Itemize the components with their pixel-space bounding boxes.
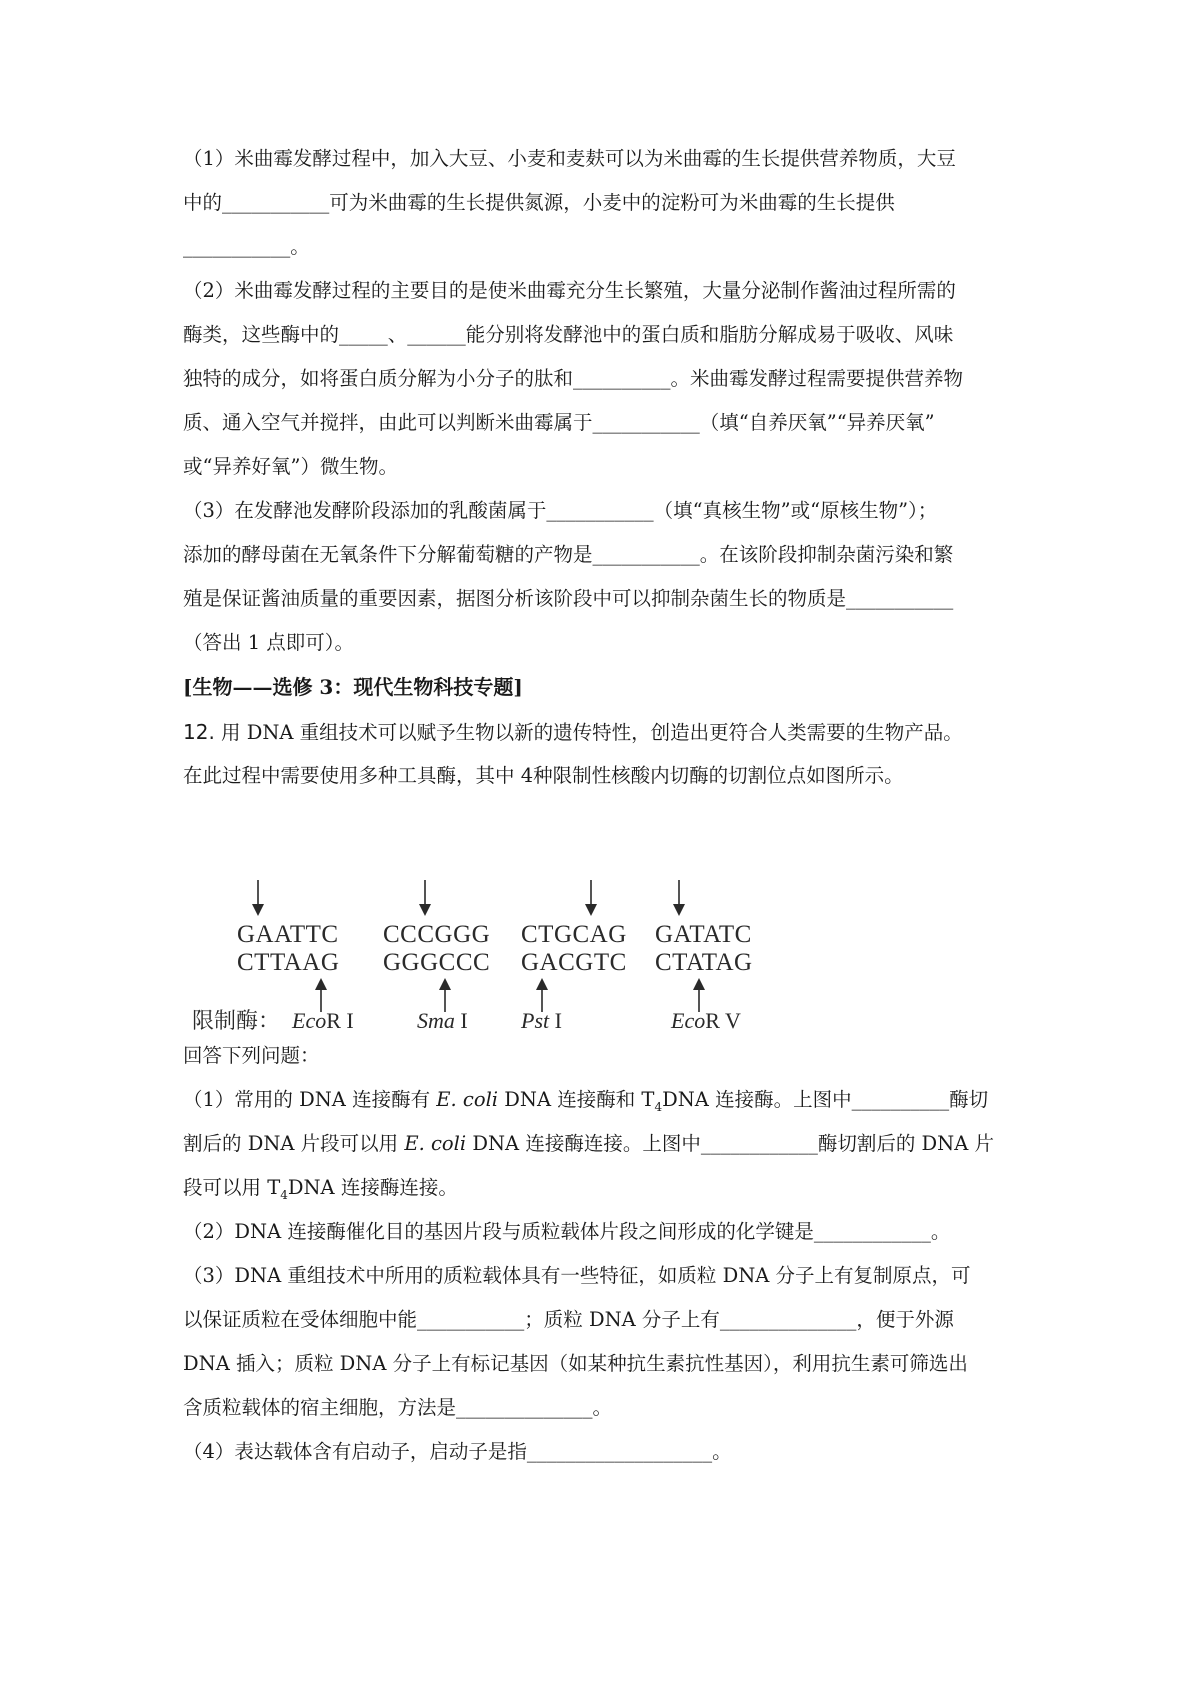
cut-arrow-bottom-smai-head <box>439 978 451 990</box>
q11-2-line-4: 质、通入空气并搅拌，由此可以判断米曲霉属于___________（填“自养厌氧”“异养厌氧” <box>183 411 935 434</box>
q11-2-line-1: （2）米曲霉发酵过程的主要目的是使米曲霉充分生长繁殖，大量分泌制作酱油过程所需的 <box>183 279 956 302</box>
ecoli-italic-2: E. coli <box>404 1132 467 1155</box>
enzyme-name-smai: Sma I <box>417 1008 468 1030</box>
q12-3-line-3: DNA 插入；质粒 DNA 分子上有标记基因（如某种抗生素抗性基因），利用抗生素可筛选出 <box>183 1352 968 1375</box>
q11-1-line-2: 中的___________可为米曲霉的生长提供氮源，小麦中的淀粉可为米曲霉的生长提供 <box>183 191 895 214</box>
cut-arrow-bottom-ecorv-head <box>693 978 705 990</box>
cut-arrow-top-ecorv-head <box>673 904 685 916</box>
seq-bottom-smai: GGGCCC <box>383 949 491 976</box>
enzyme-name-psti: Pst I <box>521 1008 562 1030</box>
q11-2-line-5: 或“异养好氧”）微生物。 <box>183 455 398 478</box>
restriction-enzyme-figure <box>187 880 787 1030</box>
q11-1-line-3: ___________。 <box>183 235 310 258</box>
q12-1-line-2: 割后的 DNA 片段可以用 E. coli DNA 连接酶连接。上图中____________酶切割后的 DNA 片 <box>183 1132 995 1155</box>
q12-1-line-1: （1）常用的 DNA 连接酶有 E. coli DNA 连接酶和 $T_4DNA$ 连接酶。上图中__________酶切 <box>183 1088 989 1114</box>
answer-prompt: 回答下列问题： <box>183 1044 320 1067</box>
q11-1-line-1: （1）米曲霉发酵过程中，加入大豆、小麦和麦麸可以为米曲霉的生长提供营养物质，大豆 <box>183 147 956 170</box>
q12-line-1 <box>183 722 963 743</box>
section-heading: [生物——选修 3：现代生物科技专题] <box>183 675 523 699</box>
seq-top-ecorv: GATATC <box>655 921 752 948</box>
q12-text-1: 用 DNA 重组技术可以赋予生物以新的遗传特性，创造出更符合人类需要的生物产品。 <box>214 721 963 744</box>
cut-arrow-bottom-psti-head <box>536 978 548 990</box>
q12-3-line-4: 含质粒载体的宿主细胞，方法是______________。 <box>183 1396 613 1419</box>
q11-3-line-1: （3）在发酵池发酵阶段添加的乳酸菌属于___________（填“真核生物”或“原核生物”）； <box>183 499 938 522</box>
enzyme-label: 限制酶： <box>192 1009 281 1030</box>
q11-2-line-2: 酶类，这些酶中的_____、______能分别将发酵池中的蛋白质和脂肪分解成易于吸收、风味 <box>183 323 954 346</box>
cut-arrow-top-smai-head <box>419 904 431 916</box>
enzyme-name-ecorv: EcoR V <box>671 1008 741 1030</box>
q12-3-line-1: （3）DNA 重组技术中所用的质粒载体具有一些特征，如质粒 DNA 分子上有复制原点，可 <box>183 1264 971 1287</box>
q11-3-line-3: 殖是保证酱油质量的重要因素，据图分析该阶段中可以抑制杂菌生长的物质是___________ <box>183 587 954 610</box>
restriction-sites-diagram <box>187 880 787 1030</box>
q12-3-line-2: 以保证质粒在受体细胞中能___________；质粒 DNA 分子上有______________，便于外源 <box>183 1308 954 1331</box>
cut-arrow-bottom-ecori-head <box>315 978 327 990</box>
q11-2-line-3: 独特的成分，如将蛋白质分解为小分子的肽和__________。米曲霉发酵过程需要提供营养物 <box>183 367 964 390</box>
enzyme-name-ecori: EcoR I <box>292 1008 354 1030</box>
cut-arrow-top-ecori-head <box>252 904 264 916</box>
q12-2-line: （2）DNA 连接酶催化目的基因片段与质粒载体片段之间形成的化学键是____________。 <box>183 1220 951 1243</box>
q12-1-line-3: 段可以用 $T_4DNA$ 连接酶连接。 <box>183 1176 458 1202</box>
ecoli-italic: E. coli <box>436 1088 499 1111</box>
seq-bottom-ecorv: CTATAG <box>655 949 753 976</box>
seq-bottom-psti: GACGTC <box>521 949 627 976</box>
question-number: 12. <box>183 720 215 744</box>
seq-bottom-ecori: CTTAAG <box>237 949 340 976</box>
q12-line-2: 在此过程中需要使用多种工具酶，其中 4种限制性核酸内切酶的切割位点如图所示。 <box>183 764 904 787</box>
q12-4-line: （4）表达载体含有启动子，启动子是指___________________。 <box>183 1440 732 1463</box>
q11-3-line-4: （答出 1 点即可）。 <box>183 631 355 654</box>
q11-3-line-2: 添加的酵母菌在无氧条件下分解葡萄糖的产物是___________。在该阶段抑制杂菌污染和繁 <box>183 543 954 566</box>
cut-arrow-top-psti-head <box>585 904 597 916</box>
seq-top-ecori: GAATTC <box>237 921 339 948</box>
seq-top-psti: CTGCAG <box>521 921 627 948</box>
seq-top-smai: CCCGGG <box>383 921 491 948</box>
